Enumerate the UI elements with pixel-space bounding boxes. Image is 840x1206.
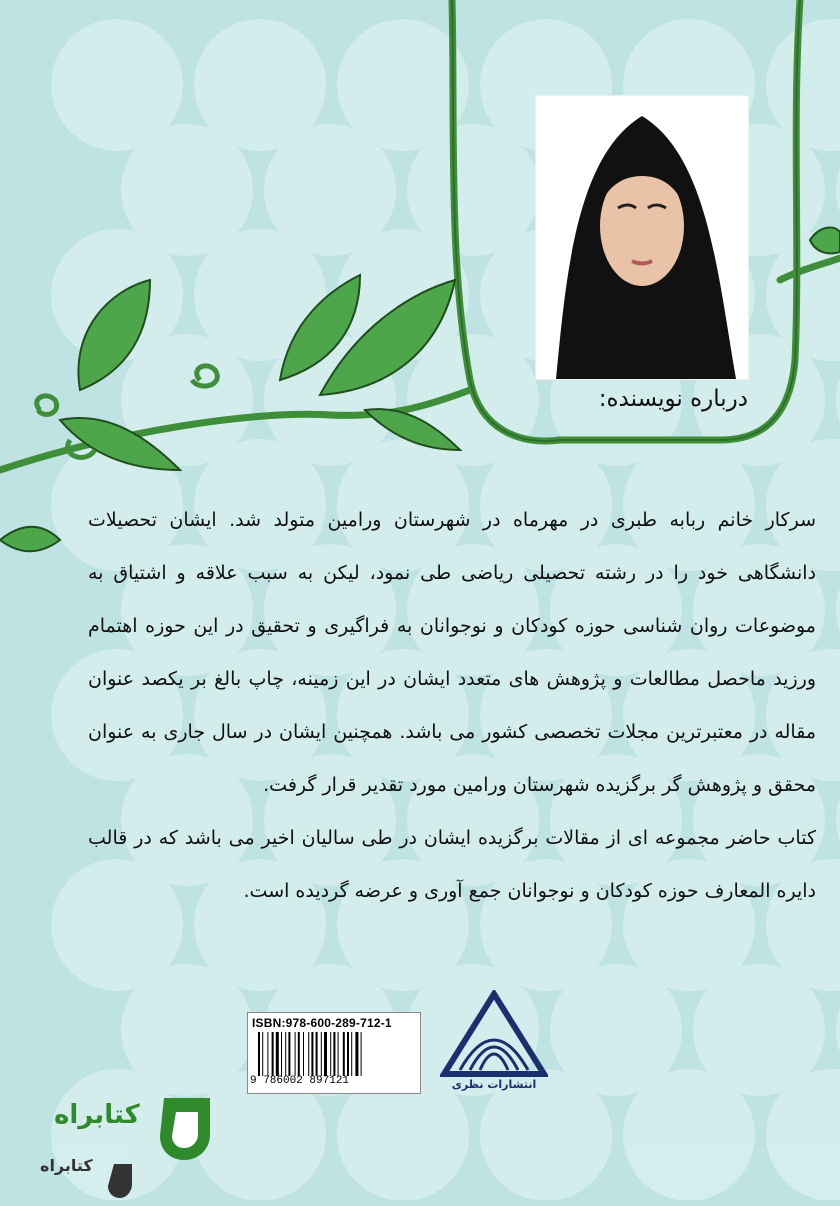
barcode-bar	[324, 1032, 327, 1076]
barcode-bar	[298, 1032, 300, 1076]
author-photo	[535, 95, 749, 380]
barcode-bar	[276, 1032, 279, 1076]
book-description-paragraph: کتاب حاضر مجموعه ای از مقالات برگزیده ایشان در طی سالیان اخیر می باشد که در قالب دایره المعارف حوزه کودکان و نوجوانان جمع آوری و عرضه گردیده است.	[88, 827, 816, 902]
barcode-bar	[338, 1032, 339, 1076]
publisher-emblem-icon	[440, 990, 548, 1078]
isbn-barcode	[247, 1012, 421, 1094]
publisher-logo	[440, 990, 548, 1110]
barcode-bar	[281, 1032, 282, 1076]
barcode-bar	[311, 1032, 313, 1076]
barcode-icon	[258, 1032, 414, 1076]
ketabrah-logo	[14, 1092, 214, 1202]
barcode-bar	[333, 1032, 335, 1076]
barcode-bar	[272, 1032, 274, 1076]
ketabrah-main-text: کتابراه	[54, 1100, 140, 1130]
barcode-bar	[316, 1032, 318, 1076]
barcode-bar	[361, 1032, 362, 1076]
barcode-bar	[267, 1032, 268, 1076]
author-heading: درباره نویسنده:	[598, 386, 748, 412]
barcode-bar	[258, 1032, 260, 1076]
isbn-label: ISBN:978-600-289-712-1	[252, 1016, 392, 1030]
author-biography	[88, 494, 816, 918]
barcode-bar	[347, 1032, 349, 1076]
barcode-bar	[355, 1032, 358, 1076]
barcode-bar	[308, 1032, 309, 1076]
barcode-bar	[295, 1032, 296, 1076]
barcode-bar	[288, 1032, 290, 1076]
barcode-bar	[343, 1032, 345, 1076]
barcode-bar	[330, 1032, 331, 1076]
background-circle	[623, 1069, 755, 1200]
ketabrah-sub-text: کتابراه	[40, 1156, 93, 1175]
barcode-bar	[351, 1032, 352, 1076]
barcode-bar	[285, 1032, 286, 1076]
biography-paragraph: سرکار خانم ربابه طبری در مهرماه در شهرستان ورامین متولد شد. ایشان تحصیلات دانشگاهی خود را در رشته تحصیلی ریاضی طی نمود، لیکن به سبب علاقه و اشتیاق به موضوعات روان شناسی حوزه کودکان و نوجوانان به فراگیری و تحقیق در این حوزه اهتمام ورزید ماحصل مطالعات و پژوهش های متعدد ایشان در این زمینه، چاپ بالغ بر یکصد عنوان مقاله در معتبرترین مجلات تخصصی کشور می باشد. همچنین ایشان در سال جاری به عنوان محقق و پژوهش گر برگزیده شهرستان ورامین مورد تقدیر قرار گرفت.	[88, 509, 816, 796]
barcode-bar	[303, 1032, 304, 1076]
barcode-bar	[262, 1032, 263, 1076]
barcode-bar	[321, 1032, 322, 1076]
publisher-name: انتشارات نظری	[451, 1078, 537, 1091]
isbn-digits: 9 786002 897121	[250, 1075, 350, 1087]
